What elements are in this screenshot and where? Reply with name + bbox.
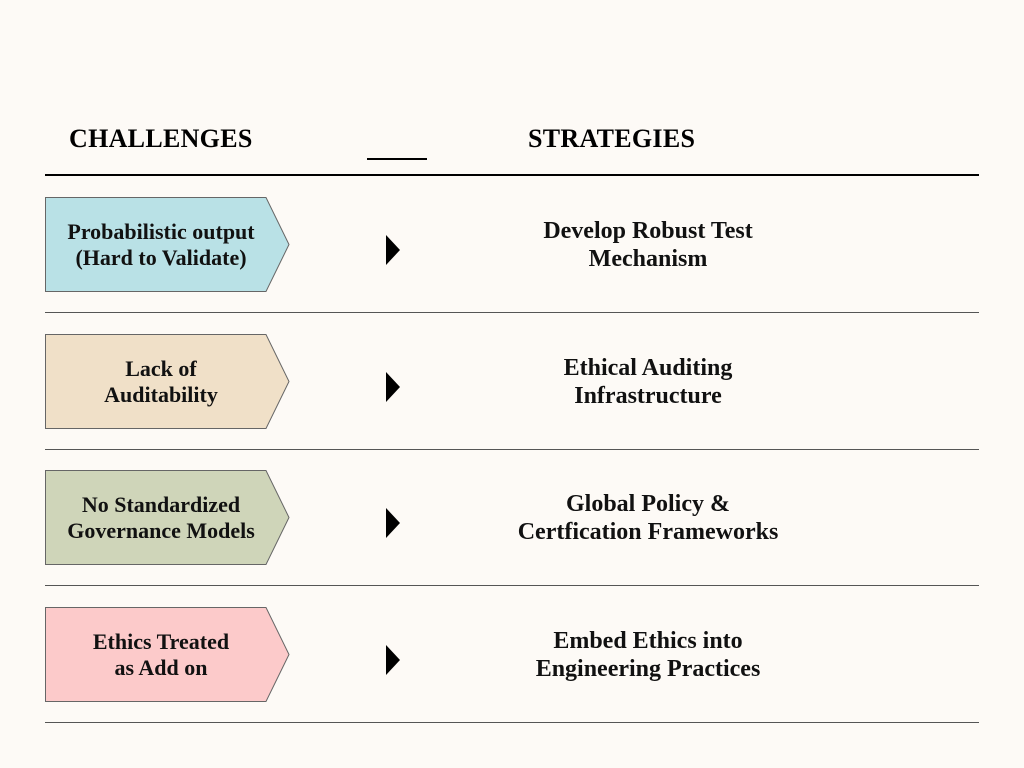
row-divider	[45, 722, 979, 723]
header-divider-dash	[367, 158, 427, 160]
challenge-chevron	[45, 607, 289, 702]
table-row	[0, 176, 1024, 312]
strategy-label: Embed Ethics into Engineering Practices	[535, 627, 761, 682]
strategy-label: Ethical Auditing Infrastructure	[563, 354, 733, 409]
strategies-header: STRATEGIES	[528, 124, 696, 153]
challenge-label: Probabilistic output (Hard to Validate)	[67, 218, 255, 270]
challenge-chevron	[45, 197, 289, 292]
challenges-header: CHALLENGES	[69, 124, 253, 153]
challenge-label: No Standardized Governance Models	[67, 491, 255, 543]
arrow-right-icon	[385, 234, 401, 266]
challenge-label: Ethics Treated as Add on	[92, 628, 230, 680]
table-row	[0, 313, 1024, 449]
challenge-label: Lack of Auditability	[104, 355, 218, 407]
table-row	[0, 586, 1024, 722]
strategy-label: Develop Robust Test Mechanism	[543, 217, 753, 272]
arrow-right-icon	[385, 371, 401, 403]
challenge-chevron	[45, 334, 289, 429]
arrow-right-icon	[385, 644, 401, 676]
table-row	[0, 449, 1024, 585]
strategy-label: Global Policy & Certfication Frameworks	[517, 490, 779, 545]
arrow-right-icon	[385, 507, 401, 539]
challenge-chevron	[45, 470, 289, 565]
